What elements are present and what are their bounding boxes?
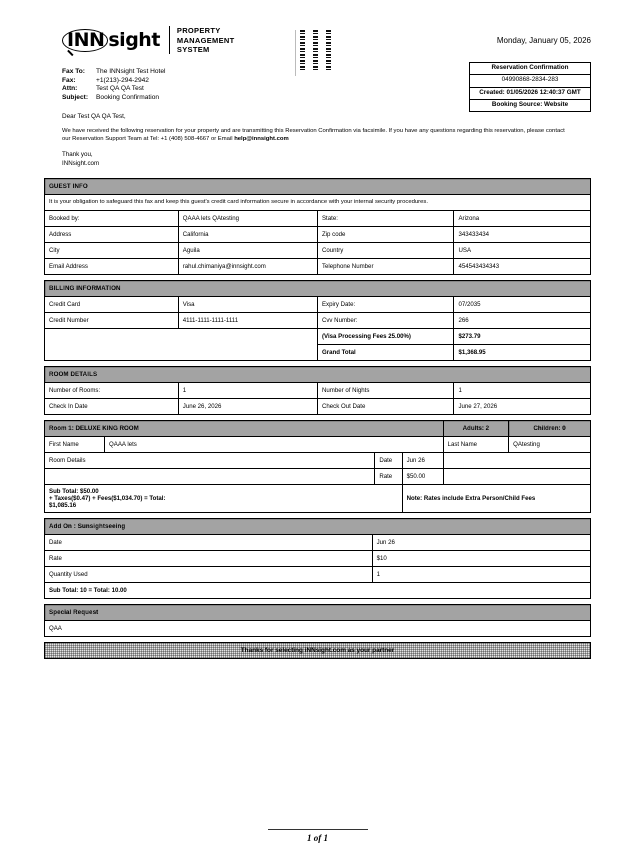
special-request-section — [44, 604, 591, 637]
credit-card-value: Visa — [178, 297, 317, 313]
guest-info-table — [44, 178, 591, 275]
table-row — [45, 485, 591, 513]
special-request-value: QAA — [45, 621, 591, 637]
table-row — [45, 281, 591, 297]
state-value: Arizona — [454, 211, 591, 227]
zip-value: 343433434 — [454, 227, 591, 243]
logo-circle-icon: INN — [62, 29, 108, 52]
logo-wordmark — [62, 29, 160, 52]
page-footer-rule — [268, 829, 368, 830]
country-label: Country — [317, 243, 454, 259]
credit-number-label: Credit Number — [45, 313, 179, 329]
telephone-value: 454543434343 — [454, 259, 591, 275]
city-value: Aguila — [178, 243, 317, 259]
salutation: Dear Test QA QA Test, — [62, 113, 126, 121]
rate-date-label: Date — [375, 453, 402, 469]
country-value: USA — [454, 243, 591, 259]
table-row — [45, 259, 591, 275]
table-row — [45, 195, 591, 211]
address-label: Address — [45, 227, 179, 243]
number-of-rooms-value: 1 — [178, 383, 317, 399]
page-number: 1 of 1 — [307, 833, 328, 843]
room-subtotal-line1: Sub Total: $50.00 — [49, 488, 99, 496]
room-1-adults: Adults: 2 — [443, 421, 509, 437]
table-row — [45, 297, 591, 313]
billing-information-section — [44, 280, 591, 361]
grand-total-label: Grand Total — [317, 345, 454, 361]
attn-label: Attn: — [62, 85, 78, 93]
state-label: State: — [317, 211, 454, 227]
room-details-section — [44, 366, 591, 415]
special-request-table — [44, 604, 591, 637]
table-row — [45, 179, 591, 195]
addon-date-value: Jun 26 — [372, 535, 590, 551]
guest-info-notice: It is your obligation to safeguard this fax and keep this guest's credit card information secure in accordance with your internal security procedures. — [45, 195, 591, 211]
table-row — [45, 243, 591, 259]
document-date: Monday, January 05, 2026 — [496, 36, 591, 45]
table-row — [45, 621, 591, 637]
addon-header: Add On : Sunsightseeing — [45, 519, 591, 535]
guest-info-header: GUEST INFO — [45, 179, 591, 195]
billing-information-table — [44, 280, 591, 361]
subject-label: Subject: — [62, 93, 89, 101]
first-name-label: First Name — [45, 437, 105, 453]
logo-tagline-line3: SYSTEM — [176, 45, 210, 54]
support-email: help@innsight.com — [234, 136, 289, 143]
processing-fee-value: $273.79 — [454, 329, 591, 345]
intro-paragraph-text: We have received the following reservation for your property and are transmitting this Reservation Confirmation via facsimile. If you have any questions regarding this reservation, please contact our Reservation Support Team at Tel: +1 (408) 508-4667 or Email — [62, 128, 565, 143]
expiry-date-value: 07/2035 — [454, 297, 591, 313]
table-row — [45, 421, 591, 437]
addon-quantity-label: Quantity Used — [45, 567, 373, 583]
page-footer — [0, 829, 635, 843]
logo-wordmark-suffix: sight — [108, 28, 160, 51]
credit-number-value: 4111-1111-1111-1111 — [178, 313, 317, 329]
table-row — [45, 583, 591, 599]
table-row — [45, 469, 591, 485]
attn-value: Test QA QA Test — [96, 85, 144, 93]
barcode-column — [300, 30, 305, 70]
fax-sheet — [22, 6, 613, 842]
grand-total-value: $1,368.95 — [454, 345, 591, 361]
billing-empty-cell — [45, 329, 318, 361]
room-1-section — [44, 420, 591, 513]
table-row — [45, 453, 591, 469]
telephone-label: Telephone Number — [317, 259, 454, 275]
checkout-date-value: June 27, 2026 — [454, 399, 591, 415]
partner-thanks-band: Thanks for selecting iNNsight.com as your partner — [44, 642, 591, 659]
checkin-date-value: June 26, 2026 — [178, 399, 317, 415]
zip-label: Zip code — [317, 227, 454, 243]
room-details-label: Room Details — [45, 453, 375, 469]
special-request-header: Special Request — [45, 605, 591, 621]
first-name-value: QAAA lets — [105, 437, 444, 453]
number-of-rooms-label: Number of Rooms: — [45, 383, 179, 399]
rate-label: Rate — [375, 469, 402, 485]
room-1-children: Children: 0 — [509, 421, 591, 437]
last-name-label: Last Name — [443, 437, 509, 453]
table-row — [45, 551, 591, 567]
logo-divider — [169, 26, 170, 54]
room-details-table — [44, 366, 591, 415]
addon-section — [44, 518, 591, 599]
email-label: Email Address — [45, 259, 179, 275]
rate-date-value: Jun 26 — [402, 453, 443, 469]
checkin-date-label: Check In Date — [45, 399, 179, 415]
table-row — [45, 367, 591, 383]
logo-tagline — [177, 26, 235, 55]
room-subtotal-block — [45, 485, 403, 513]
reservation-number: 04990868-2834-283 — [470, 75, 590, 87]
addon-quantity-value: 1 — [372, 567, 590, 583]
table-row — [45, 399, 591, 415]
table-row — [45, 605, 591, 621]
reservation-confirmation-box — [469, 62, 591, 112]
fax-to-label: Fax To: — [62, 68, 85, 75]
logo-tagline-line1: PROPERTY — [176, 26, 221, 35]
room-subtotal-line2: + Taxes($0.47) + Fees($1,034.70) = Total: — [49, 495, 166, 503]
barcode-column — [326, 30, 331, 70]
addon-rate-label: Rate — [45, 551, 373, 567]
table-row — [45, 437, 591, 453]
barcode-rule — [295, 30, 296, 76]
booked-by-label: Booked by: — [45, 211, 179, 227]
innsight-logo — [62, 26, 235, 55]
table-row — [45, 519, 591, 535]
barcode-column — [313, 30, 318, 70]
table-row — [45, 567, 591, 583]
table-row — [45, 227, 591, 243]
logo-tagline-line2: MANAGEMENT — [176, 35, 235, 45]
expiry-date-label: Expiry Date: — [317, 297, 454, 313]
processing-fee-label: (Visa Processing Fees 25.00%) — [317, 329, 454, 345]
cvv-label: Cvv Number: — [317, 313, 454, 329]
reservation-box-title: Reservation Confirmation — [470, 63, 590, 75]
intro-paragraph — [62, 127, 573, 143]
addon-rate-value: $10 — [372, 551, 590, 567]
cvv-value: 266 — [454, 313, 591, 329]
rate-value: $50.00 — [402, 469, 443, 485]
billing-information-header: BILLING INFORMATION — [45, 281, 591, 297]
table-row — [45, 211, 591, 227]
room-details-header: ROOM DETAILS — [45, 367, 591, 383]
number-of-nights-value: 1 — [454, 383, 591, 399]
guest-info-section — [44, 178, 591, 275]
rate-row-empty — [443, 453, 590, 469]
table-row — [45, 383, 591, 399]
checkout-date-label: Check Out Date — [317, 399, 454, 415]
booking-source: Booking Source: Website — [491, 101, 569, 109]
barcode-graphic — [295, 30, 341, 76]
room-subtotal-line3: $1,085.16 — [49, 502, 77, 510]
closing-line2: INNsight.com — [62, 159, 100, 167]
table-row — [45, 313, 591, 329]
city-label: City — [45, 243, 179, 259]
subject-value: Booking Confirmation — [96, 93, 160, 101]
table-row — [45, 329, 591, 345]
email-value: rahul.chimaniya@innsight.com — [178, 259, 317, 275]
room-details-label-spacer — [45, 469, 375, 485]
closing-block — [62, 151, 595, 168]
credit-card-label: Credit Card — [45, 297, 179, 313]
fax-number-value: +1(213)-294-2942 — [96, 76, 149, 84]
addon-subtotal: Sub Total: 10 = Total: 10.00 — [45, 583, 591, 599]
fax-number-label: Fax: — [62, 76, 76, 84]
fax-to-value: The INNsight Test Hotel — [96, 68, 166, 75]
closing-line1: Thank you, — [62, 151, 93, 159]
addon-date-label: Date — [45, 535, 373, 551]
booked-by-value: QAAA lets QAtesting — [178, 211, 317, 227]
room-rate-note: Note: Rates include Extra Person/Child Fees — [402, 485, 590, 513]
number-of-nights-label: Number of Nights — [317, 383, 454, 399]
addon-table — [44, 518, 591, 599]
room-1-table — [44, 420, 591, 513]
table-row — [45, 535, 591, 551]
room-1-title: Room 1: DELUXE KING ROOM — [45, 421, 444, 437]
reservation-created: Created: 01/05/2026 12:40:37 GMT — [470, 88, 590, 100]
last-name-value: QAtesting — [509, 437, 591, 453]
address-value: California — [178, 227, 317, 243]
rate-row-empty-2 — [443, 469, 590, 485]
